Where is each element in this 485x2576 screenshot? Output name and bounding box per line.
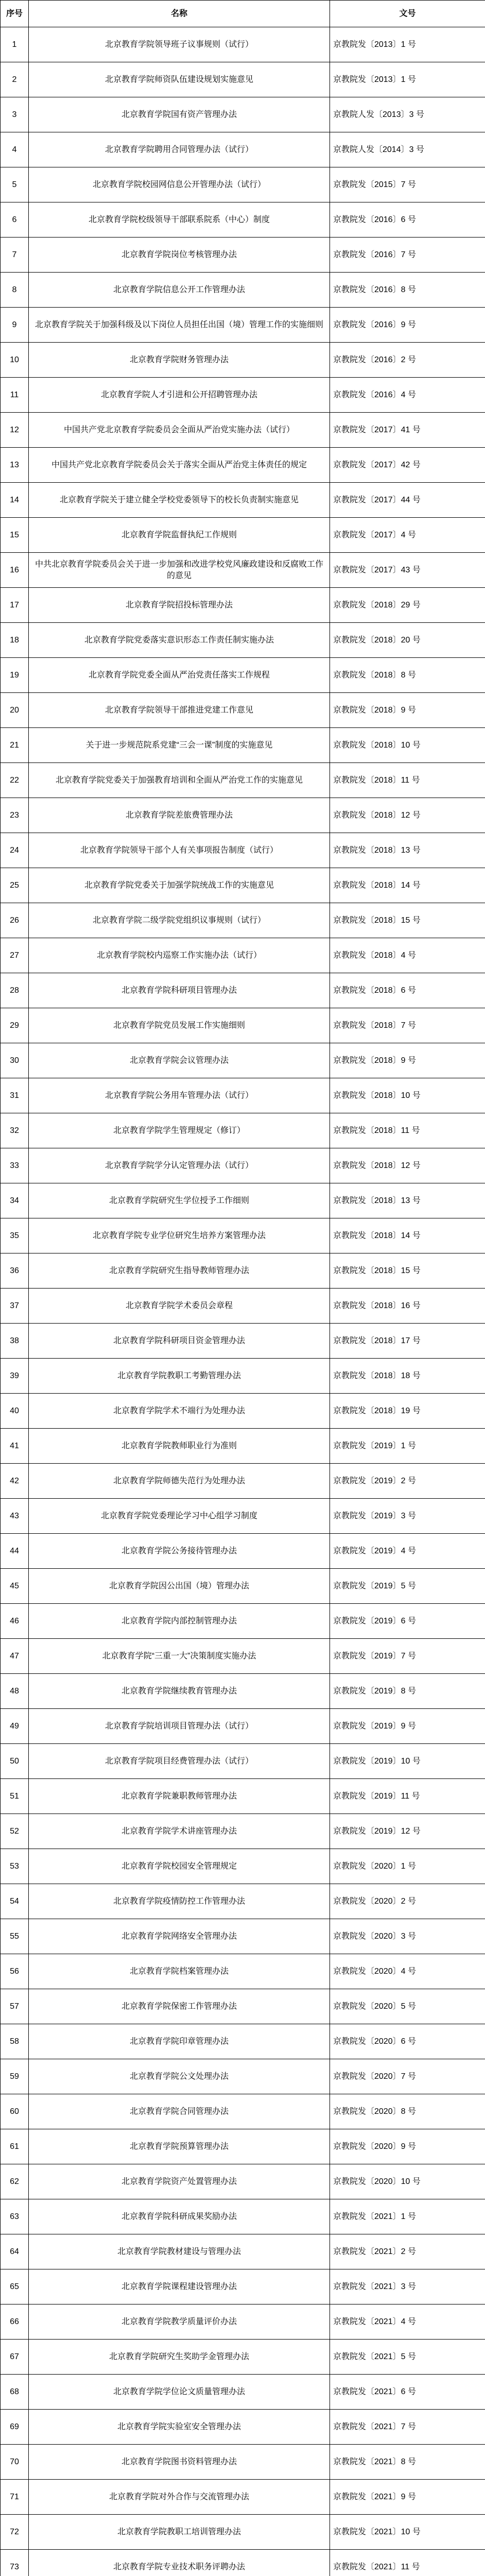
row-doc-number: 京教院发〔2016〕9 号 [330,308,485,343]
table-row [1,1078,485,1113]
row-doc-number: 京教院发〔2020〕5 号 [330,1989,485,2024]
row-number: 13 [1,448,29,483]
row-doc-number: 京教院发〔2020〕4 号 [330,1954,485,1989]
table-row [1,62,485,97]
header-name: 名称 [29,1,330,27]
row-doc-number: 京教院发〔2019〕12 号 [330,1814,485,1849]
table-row [1,1043,485,1078]
row-doc-number: 京教院发〔2018〕8 号 [330,658,485,693]
row-number: 52 [1,1814,29,1849]
row-number: 16 [1,553,29,588]
table-row [1,1008,485,1043]
row-number: 47 [1,1639,29,1674]
row-name: 北京教育学院档案管理办法 [29,1954,330,1989]
table-row [1,1709,485,1744]
row-number: 58 [1,2024,29,2059]
row-number: 59 [1,2059,29,2094]
table-row [1,378,485,413]
table-row [1,2515,485,2550]
row-name: 北京教育学院“三重一大”决策制度实施办法 [29,1639,330,1674]
table-row [1,308,485,343]
row-number: 50 [1,1744,29,1779]
row-name: 北京教育学院公文处理办法 [29,2059,330,2094]
row-name: 北京教育学院招投标管理办法 [29,588,330,623]
row-number: 64 [1,2234,29,2269]
row-number: 61 [1,2129,29,2164]
row-doc-number: 京教院发〔2019〕11 号 [330,1779,485,1814]
row-name: 中国共产党北京教育学院委员会全面从严治党实施办法（试行） [29,413,330,448]
table-row [1,1289,485,1324]
table-row [1,2269,485,2304]
row-doc-number: 京教院发〔2018〕16 号 [330,1289,485,1324]
table-row [1,693,485,728]
row-name: 中共北京教育学院委员会关于进一步加强和改进学校党风廉政建设和反腐败工作的意见 [29,553,330,588]
row-doc-number: 京教院发〔2016〕8 号 [330,273,485,308]
row-doc-number: 京教院发〔2019〕7 号 [330,1639,485,1674]
row-doc-number: 京教院发〔2013〕1 号 [330,62,485,97]
row-name: 北京教育学院教职工培训管理办法 [29,2515,330,2550]
row-doc-number: 京教院发〔2018〕11 号 [330,1113,485,1148]
row-name: 北京教育学院差旅费管理办法 [29,798,330,833]
row-name: 北京教育学院党委理论学习中心组学习制度 [29,1499,330,1534]
row-doc-number: 京教院发〔2017〕42 号 [330,448,485,483]
row-name: 北京教育学院对外合作与交流管理办法 [29,2480,330,2515]
table-row [1,413,485,448]
row-doc-number: 京教院发〔2017〕43 号 [330,553,485,588]
row-number: 22 [1,763,29,798]
row-number: 27 [1,938,29,973]
row-name: 北京教育学院二级学院党组织议事规则（试行） [29,903,330,938]
row-number: 46 [1,1604,29,1639]
row-number: 55 [1,1919,29,1954]
row-number: 10 [1,343,29,378]
row-name: 北京教育学院图书资料管理办法 [29,2445,330,2480]
table-row [1,1359,485,1394]
row-name: 北京教育学院财务管理办法 [29,343,330,378]
row-name: 北京教育学院专业学位研究生培养方案管理办法 [29,1218,330,1253]
row-doc-number: 京教院发〔2018〕17 号 [330,1324,485,1359]
row-number: 25 [1,868,29,903]
row-number: 63 [1,2199,29,2234]
table-row [1,2340,485,2375]
row-number: 34 [1,1183,29,1218]
table-row [1,2024,485,2059]
table-row [1,97,485,132]
row-name: 北京教育学院学生管理规定（修订） [29,1113,330,1148]
table-row [1,2480,485,2515]
row-number: 45 [1,1569,29,1604]
row-number: 62 [1,2164,29,2199]
table-row [1,1148,485,1183]
row-number: 30 [1,1043,29,1078]
row-name: 北京教育学院校级领导干部联系院系（中心）制度 [29,202,330,238]
row-name: 北京教育学院科研项目资金管理办法 [29,1324,330,1359]
row-number: 53 [1,1849,29,1884]
table-row [1,1464,485,1499]
row-name: 北京教育学院内部控制管理办法 [29,1604,330,1639]
row-name: 北京教育学院党员发展工作实施细则 [29,1008,330,1043]
table-row [1,2129,485,2164]
row-doc-number: 京教院发〔2021〕10 号 [330,2515,485,2550]
row-doc-number: 京教院发〔2018〕13 号 [330,1183,485,1218]
row-number: 41 [1,1429,29,1464]
row-name: 北京教育学院公务用车管理办法（试行） [29,1078,330,1113]
row-doc-number: 京教院发〔2021〕2 号 [330,2234,485,2269]
row-doc-number: 京教院发〔2019〕1 号 [330,1429,485,1464]
row-name: 北京教育学院研究生学位授予工作细则 [29,1183,330,1218]
table-row [1,1674,485,1709]
row-doc-number: 京教院发〔2018〕29 号 [330,588,485,623]
table-row [1,938,485,973]
row-doc-number: 京教院发〔2017〕44 号 [330,483,485,518]
row-name: 北京教育学院疫情防控工作管理办法 [29,1884,330,1919]
table-row [1,1814,485,1849]
table-row [1,1429,485,1464]
table-row [1,1919,485,1954]
row-name: 北京教育学院党委关于加强学院统战工作的实施意见 [29,868,330,903]
table-row [1,1113,485,1148]
table-header-row [1,1,485,27]
row-name: 北京教育学院教职工考勤管理办法 [29,1359,330,1394]
table-row [1,1744,485,1779]
row-doc-number: 京教院发〔2021〕3 号 [330,2269,485,2304]
table-row [1,238,485,273]
row-doc-number: 京教院发〔2020〕1 号 [330,1849,485,1884]
row-name: 北京教育学院师德失范行为处理办法 [29,1464,330,1499]
header-doc: 文号 [330,1,485,27]
table-row [1,623,485,658]
row-name: 北京教育学院师资队伍建设规划实施意见 [29,62,330,97]
table-row [1,1394,485,1429]
row-doc-number: 京教院发〔2016〕6 号 [330,202,485,238]
row-name: 北京教育学院校内巡察工作实施办法（试行） [29,938,330,973]
row-doc-number: 京教院发〔2021〕7 号 [330,2410,485,2445]
table-row [1,518,485,553]
row-number: 73 [1,2550,29,2576]
table-row [1,973,485,1008]
row-name: 北京教育学院预算管理办法 [29,2129,330,2164]
row-number: 65 [1,2269,29,2304]
row-name: 北京教育学院教学质量评价办法 [29,2304,330,2340]
row-doc-number: 京教院发〔2018〕6 号 [330,973,485,1008]
row-name: 北京教育学院资产处置管理办法 [29,2164,330,2199]
table-row [1,2304,485,2340]
table-row [1,2410,485,2445]
row-doc-number: 京教院发〔2021〕5 号 [330,2340,485,2375]
row-doc-number: 京教院发〔2016〕2 号 [330,343,485,378]
row-doc-number: 京教院发〔2021〕9 号 [330,2480,485,2515]
row-doc-number: 京教院发〔2020〕8 号 [330,2094,485,2129]
row-number: 38 [1,1324,29,1359]
row-doc-number: 京教院发〔2015〕7 号 [330,167,485,202]
row-number: 32 [1,1113,29,1148]
table-row [1,798,485,833]
row-number: 67 [1,2340,29,2375]
table-row [1,2375,485,2410]
row-number: 68 [1,2375,29,2410]
row-number: 71 [1,2480,29,2515]
row-number: 29 [1,1008,29,1043]
row-name: 北京教育学院教材建设与管理办法 [29,2234,330,2269]
table-row [1,833,485,868]
table-row [1,903,485,938]
row-number: 2 [1,62,29,97]
row-doc-number: 京教院发〔2019〕10 号 [330,1744,485,1779]
row-doc-number: 京教院发〔2018〕10 号 [330,1078,485,1113]
table-row [1,868,485,903]
row-number: 37 [1,1289,29,1324]
row-name: 北京教育学院科研项目管理办法 [29,973,330,1008]
row-number: 7 [1,238,29,273]
table-row [1,1534,485,1569]
row-number: 57 [1,1989,29,2024]
row-number: 15 [1,518,29,553]
row-name: 北京教育学院学位论文质量管理办法 [29,2375,330,2410]
table-row [1,2234,485,2269]
row-doc-number: 京教院发〔2020〕10 号 [330,2164,485,2199]
row-doc-number: 京教院发〔2018〕14 号 [330,1218,485,1253]
table-row [1,1779,485,1814]
table-row [1,553,485,588]
row-name: 北京教育学院关于加强科级及以下岗位人员担任出国（境）管理工作的实施细则 [29,308,330,343]
row-doc-number: 京教院发〔2019〕5 号 [330,1569,485,1604]
table-row [1,2199,485,2234]
row-doc-number: 京教院发〔2018〕20 号 [330,623,485,658]
row-name: 北京教育学院学术不端行为处理办法 [29,1394,330,1429]
row-name: 北京教育学院兼职教师管理办法 [29,1779,330,1814]
row-doc-number: 京教院发〔2020〕2 号 [330,1884,485,1919]
row-doc-number: 京教院发〔2021〕1 号 [330,2199,485,2234]
row-number: 69 [1,2410,29,2445]
row-doc-number: 京教院发〔2020〕3 号 [330,1919,485,1954]
table-row [1,448,485,483]
row-name: 北京教育学院学术委员会章程 [29,1289,330,1324]
row-name: 北京教育学院校园安全管理规定 [29,1849,330,1884]
row-doc-number: 京教院发〔2018〕15 号 [330,1253,485,1289]
table-row [1,202,485,238]
row-name: 北京教育学院科研成果奖励办法 [29,2199,330,2234]
row-doc-number: 京教院人发〔2013〕3 号 [330,97,485,132]
row-name: 北京教育学院课程建设管理办法 [29,2269,330,2304]
row-number: 4 [1,132,29,167]
table-row [1,343,485,378]
row-doc-number: 京教院发〔2018〕14 号 [330,868,485,903]
table-row [1,1639,485,1674]
row-number: 26 [1,903,29,938]
row-doc-number: 京教院人发〔2014〕3 号 [330,132,485,167]
table-row [1,2445,485,2480]
row-name: 北京教育学院实验室安全管理办法 [29,2410,330,2445]
table-row [1,588,485,623]
row-doc-number: 京教院发〔2018〕9 号 [330,1043,485,1078]
row-name: 北京教育学院公务接待管理办法 [29,1534,330,1569]
row-number: 44 [1,1534,29,1569]
table-row [1,2550,485,2576]
row-doc-number: 京教院发〔2018〕11 号 [330,763,485,798]
row-number: 70 [1,2445,29,2480]
row-number: 9 [1,308,29,343]
row-name: 北京教育学院培训项目管理办法（试行） [29,1709,330,1744]
row-name: 北京教育学院国有资产管理办法 [29,97,330,132]
row-number: 23 [1,798,29,833]
row-doc-number: 京教院发〔2018〕19 号 [330,1394,485,1429]
table-row [1,1324,485,1359]
row-number: 8 [1,273,29,308]
table-row [1,1218,485,1253]
table-row [1,658,485,693]
row-number: 54 [1,1884,29,1919]
row-name: 北京教育学院学分认定管理办法（试行） [29,1148,330,1183]
row-number: 31 [1,1078,29,1113]
table-row [1,1849,485,1884]
row-name: 北京教育学院合同管理办法 [29,2094,330,2129]
row-doc-number: 京教院发〔2020〕7 号 [330,2059,485,2094]
row-number: 19 [1,658,29,693]
table-row [1,1183,485,1218]
row-doc-number: 京教院发〔2018〕18 号 [330,1359,485,1394]
row-name: 北京教育学院项目经费管理办法（试行） [29,1744,330,1779]
table-row [1,273,485,308]
row-name: 北京教育学院专业技术职务评聘办法 [29,2550,330,2576]
row-number: 20 [1,693,29,728]
row-number: 33 [1,1148,29,1183]
row-doc-number: 京教院发〔2018〕12 号 [330,1148,485,1183]
row-doc-number: 京教院发〔2019〕4 号 [330,1534,485,1569]
table-row [1,728,485,763]
row-number: 49 [1,1709,29,1744]
table-row [1,167,485,202]
row-number: 36 [1,1253,29,1289]
row-name: 北京教育学院学术讲座管理办法 [29,1814,330,1849]
row-doc-number: 京教院发〔2016〕4 号 [330,378,485,413]
row-name: 北京教育学院网络安全管理办法 [29,1919,330,1954]
row-number: 12 [1,413,29,448]
table-row [1,2059,485,2094]
row-name: 北京教育学院研究生指导教师管理办法 [29,1253,330,1289]
row-doc-number: 京教院发〔2018〕4 号 [330,938,485,973]
row-doc-number: 京教院发〔2019〕3 号 [330,1499,485,1534]
row-name: 北京教育学院岗位考核管理办法 [29,238,330,273]
row-name: 北京教育学院继续教育管理办法 [29,1674,330,1709]
row-name: 北京教育学院监督执纪工作规则 [29,518,330,553]
table-row [1,1569,485,1604]
row-number: 18 [1,623,29,658]
table-row [1,1604,485,1639]
row-name: 北京教育学院人才引进和公开招聘管理办法 [29,378,330,413]
row-name: 北京教育学院教师职业行为准则 [29,1429,330,1464]
row-doc-number: 京教院发〔2021〕6 号 [330,2375,485,2410]
row-name: 北京教育学院校园网信息公开管理办法（试行） [29,167,330,202]
row-name: 北京教育学院领导干部个人有关事项报告制度（试行） [29,833,330,868]
row-number: 43 [1,1499,29,1534]
table-row [1,1989,485,2024]
row-doc-number: 京教院发〔2018〕13 号 [330,833,485,868]
row-number: 11 [1,378,29,413]
table-row [1,1253,485,1289]
table-row [1,483,485,518]
row-doc-number: 京教院发〔2019〕2 号 [330,1464,485,1499]
row-name: 北京教育学院领导班子议事规则（试行） [29,27,330,62]
row-name: 北京教育学院领导干部推进党建工作意见 [29,693,330,728]
row-number: 17 [1,588,29,623]
row-doc-number: 京教院发〔2019〕6 号 [330,1604,485,1639]
row-name: 北京教育学院党委关于加强教育培训和全面从严治党工作的实施意见 [29,763,330,798]
table-row [1,132,485,167]
row-doc-number: 京教院发〔2019〕8 号 [330,1674,485,1709]
row-number: 3 [1,97,29,132]
header-no: 序号 [1,1,29,27]
row-number: 40 [1,1394,29,1429]
row-doc-number: 京教院发〔2016〕7 号 [330,238,485,273]
row-number: 39 [1,1359,29,1394]
row-doc-number: 京教院发〔2021〕8 号 [330,2445,485,2480]
row-name: 北京教育学院保密工作管理办法 [29,1989,330,2024]
row-doc-number: 京教院发〔2013〕1 号 [330,27,485,62]
row-doc-number: 京教院发〔2020〕9 号 [330,2129,485,2164]
row-doc-number: 京教院发〔2018〕7 号 [330,1008,485,1043]
row-doc-number: 京教院发〔2021〕4 号 [330,2304,485,2340]
row-number: 48 [1,1674,29,1709]
row-number: 66 [1,2304,29,2340]
row-doc-number: 京教院发〔2020〕6 号 [330,2024,485,2059]
table-row [1,27,485,62]
row-name: 北京教育学院会议管理办法 [29,1043,330,1078]
row-name: 北京教育学院研究生奖助学金管理办法 [29,2340,330,2375]
row-name: 北京教育学院党委全面从严治党责任落实工作规程 [29,658,330,693]
table-row [1,2164,485,2199]
row-number: 72 [1,2515,29,2550]
row-number: 14 [1,483,29,518]
row-name: 关于进一步规范院系党建“三会一课”制度的实施意见 [29,728,330,763]
row-number: 6 [1,202,29,238]
table-row [1,1954,485,1989]
row-number: 21 [1,728,29,763]
row-doc-number: 京教院发〔2018〕9 号 [330,693,485,728]
row-doc-number: 京教院发〔2017〕41 号 [330,413,485,448]
table-row [1,2094,485,2129]
row-number: 28 [1,973,29,1008]
row-doc-number: 京教院发〔2021〕11 号 [330,2550,485,2576]
row-doc-number: 京教院发〔2018〕15 号 [330,903,485,938]
row-number: 1 [1,27,29,62]
row-number: 5 [1,167,29,202]
row-name: 北京教育学院因公出国（境）管理办法 [29,1569,330,1604]
table-row [1,1499,485,1534]
row-name: 北京教育学院聘用合同管理办法（试行） [29,132,330,167]
row-number: 24 [1,833,29,868]
row-name: 北京教育学院党委落实意识形态工作责任制实施办法 [29,623,330,658]
row-name: 北京教育学院信息公开工作管理办法 [29,273,330,308]
row-doc-number: 京教院发〔2018〕10 号 [330,728,485,763]
row-name: 中国共产党北京教育学院委员会关于落实全面从严治党主体责任的规定 [29,448,330,483]
row-number: 60 [1,2094,29,2129]
row-number: 42 [1,1464,29,1499]
table-row [1,763,485,798]
row-doc-number: 京教院发〔2019〕9 号 [330,1709,485,1744]
table-row [1,1884,485,1919]
row-number: 56 [1,1954,29,1989]
row-name: 北京教育学院印章管理办法 [29,2024,330,2059]
row-name: 北京教育学院关于建立健全学校党委领导下的校长负责制实施意见 [29,483,330,518]
table-body [1,27,485,2576]
row-doc-number: 京教院发〔2017〕4 号 [330,518,485,553]
row-number: 51 [1,1779,29,1814]
row-number: 35 [1,1218,29,1253]
row-doc-number: 京教院发〔2018〕12 号 [330,798,485,833]
